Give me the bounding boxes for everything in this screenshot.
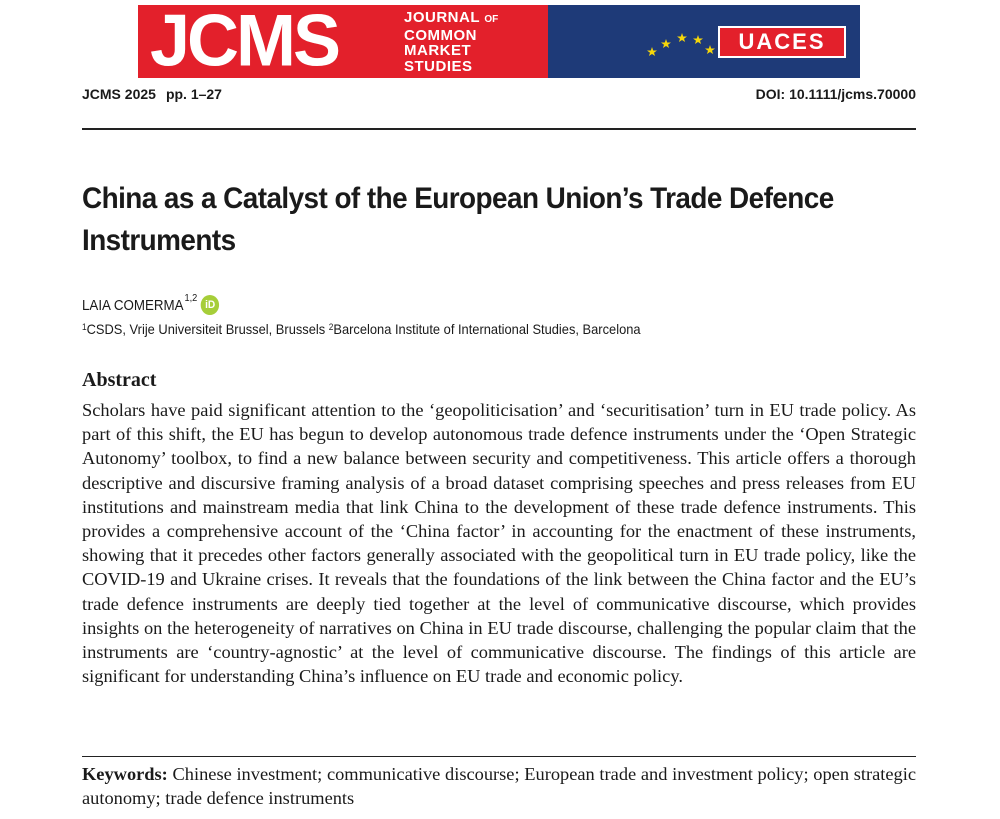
affiliation-1-mark: 1 (82, 322, 87, 332)
abstract-heading: Abstract (82, 369, 157, 391)
journal-of: OF (484, 14, 499, 25)
doi[interactable]: DOI: 10.1111/jcms.70000 (755, 86, 916, 102)
header-rule (82, 128, 916, 130)
journal-line-3: MARKET (404, 42, 472, 59)
uaces-logo: UACES (718, 26, 846, 58)
orcid-icon[interactable]: iD (201, 295, 219, 315)
journal-line-4: STUDIES (404, 57, 473, 75)
issue-year: JCMS 2025 (82, 86, 156, 102)
affiliations (82, 321, 641, 337)
keywords-rule (82, 756, 916, 757)
author-name: LAIA COMERMA (82, 298, 184, 314)
journal-name (404, 10, 498, 74)
journal-banner (138, 0, 860, 82)
journal-line-2: COMMON (404, 26, 477, 44)
affiliation-1: CSDS, Vrije Universiteit Brussel, Brussels (86, 321, 329, 337)
jcms-logo: JCMS (150, 0, 339, 82)
eu-stars-icon (644, 25, 716, 59)
page-range: pp. 1–27 (165, 86, 222, 102)
affiliation-2-mark: 2 (328, 322, 334, 332)
banner-red-panel (138, 0, 548, 82)
journal-line-1: JOURNAL (404, 9, 480, 26)
abstract-text: Scholars have paid significant attention to the ‘geopoliticisation’ and ‘securitisation’ turn in EU trade policy. As part of this shift, the EU has begun to develop autonomous trade defence instruments under the ‘Open Strategic Autonomy’ toolbox, to find a new balance between security and competitiveness. This article offers a thorough descriptive and discursive framing analysis of a broad dataset comprising speeches and press releases from EU institutions and mainstream media that link China to the development of these trade defence instruments. This provides a comprehensive account of the ‘China factor’ in accounting for the enactment of these instruments, showing that it precedes other factors generally associated with the geopolitical turn in EU trade policy, like the COVID-19 and Ukraine crises. It reveals that the foundations of the link between the China factor and the EU’s trade defence instruments are deeply tied together at the level of communicative discourse, which provides insights on the heterogeneity of narratives on China in EU trade discourse, challenging the popular claim that the instruments are ‘country-agnostic’ at the level of communicative discourse. The findings of this article are significant for understanding China’s influence on EU trade and economic policy. (82, 400, 916, 687)
banner-blue-panel (548, 5, 860, 78)
issue-info (82, 86, 222, 102)
article-title: China as a Catalyst of the European Union’s Trade Defence Instruments (82, 182, 834, 257)
author-line (82, 293, 219, 315)
keywords-text: Chinese investment; communicative discourse; European trade and investment policy; open strategic autonomy; trade defence instruments (82, 764, 916, 809)
author-affiliation-marks: 1,2 (184, 293, 198, 304)
affiliation-2: Barcelona Institute of International Studies, Barcelona (333, 321, 641, 337)
keywords-label: Keywords: (82, 764, 168, 784)
keywords (82, 762, 916, 810)
